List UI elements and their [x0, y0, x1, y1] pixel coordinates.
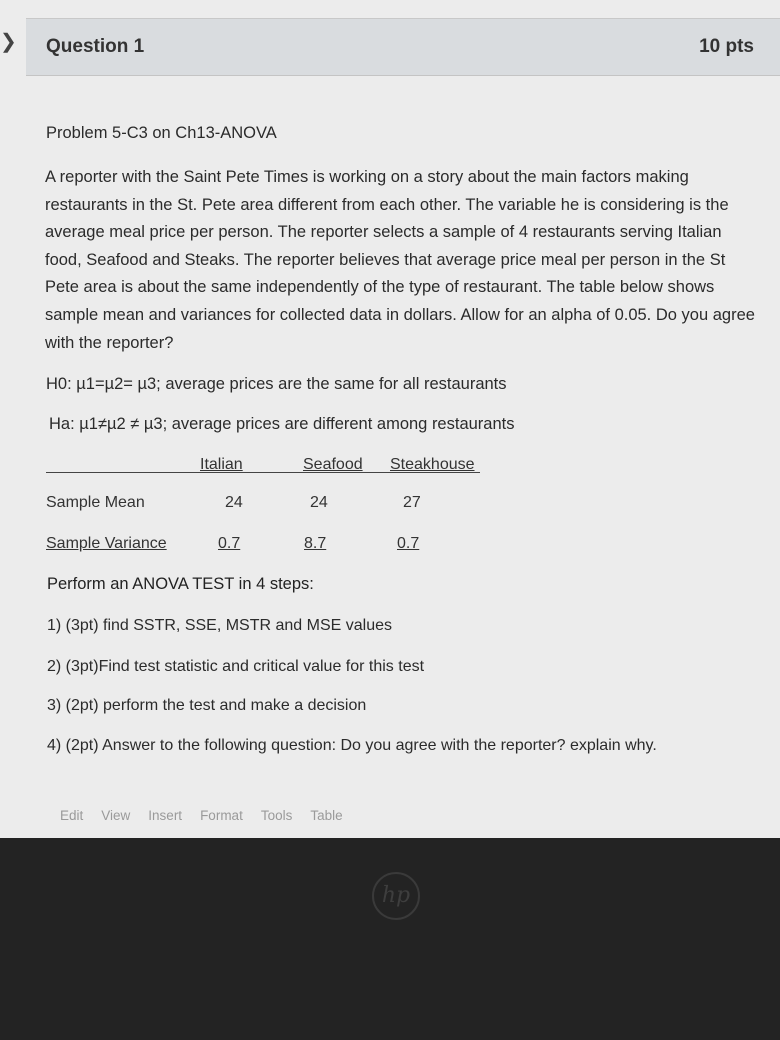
menu-insert[interactable]: Insert — [148, 808, 183, 823]
column-header-seafood: Seafood — [303, 456, 363, 473]
laptop-bezel — [0, 838, 780, 1040]
hp-logo-icon: hp — [372, 872, 420, 920]
chevron-right-icon[interactable]: ❯ — [0, 31, 17, 53]
question-points: 10 pts — [699, 36, 754, 57]
cell-mean-steakhouse: 27 — [403, 494, 421, 511]
problem-title: Problem 5-C3 on Ch13-ANOVA — [46, 124, 277, 142]
question-title: Question 1 — [46, 36, 145, 57]
menu-tools[interactable]: Tools — [260, 808, 293, 823]
step-item: 3) (2pt) perform the test and make a decision — [47, 697, 367, 714]
row-label-variance: Sample Variance — [46, 535, 167, 552]
column-header-italian: Italian — [200, 456, 243, 473]
steps-title: Perform an ANOVA TEST in 4 steps: — [47, 575, 314, 593]
cell-mean-seafood: 24 — [310, 494, 328, 511]
step-item: 1) (3pt) find SSTR, SSE, MSTR and MSE values — [47, 617, 393, 634]
cell-mean-italian: 24 — [225, 494, 243, 511]
problem-paragraph: A reporter with the Saint Pete Times is working on a story about the main factors making restaurants in the St. Pete area different from each other. The variable he is considering is the average meal price per person. The reporter selects a sample of 4 restaurants serving Italian food, Seafood and Steaks. The reporter believes that average price meal per person in the St Pete area is about the same independently of the type of restaurant. The table below shows sample mean and variances for collected data in dollars. Allow for an alpha of 0.05. Do you agree with the reporter? — [45, 168, 755, 352]
step-item: 4) (2pt) Answer to the following question: Do you agree with the reporter? explain why. — [47, 737, 657, 754]
row-label-mean: Sample Mean — [46, 494, 145, 511]
null-hypothesis: H0: µ1=µ2= µ3; average prices are the same for all restaurants — [46, 375, 507, 393]
menu-view[interactable]: View — [101, 808, 131, 823]
cell-variance-seafood: 8.7 — [304, 535, 327, 552]
cell-variance-italian: 0.7 — [218, 535, 241, 552]
step-item: 2) (3pt)Find test statistic and critical value for this test — [47, 658, 425, 675]
menu-edit[interactable]: Edit — [60, 808, 84, 823]
cell-variance-steakhouse: 0.7 — [397, 535, 420, 552]
menu-table[interactable]: Table — [310, 808, 343, 823]
menu-format[interactable]: Format — [200, 808, 243, 823]
alternative-hypothesis: Ha: µ1≠µ2 ≠ µ3; average prices are different among restaurants — [49, 415, 515, 433]
column-header-steakhouse: Steakhouse — [390, 456, 475, 473]
editor-menubar — [60, 808, 343, 823]
